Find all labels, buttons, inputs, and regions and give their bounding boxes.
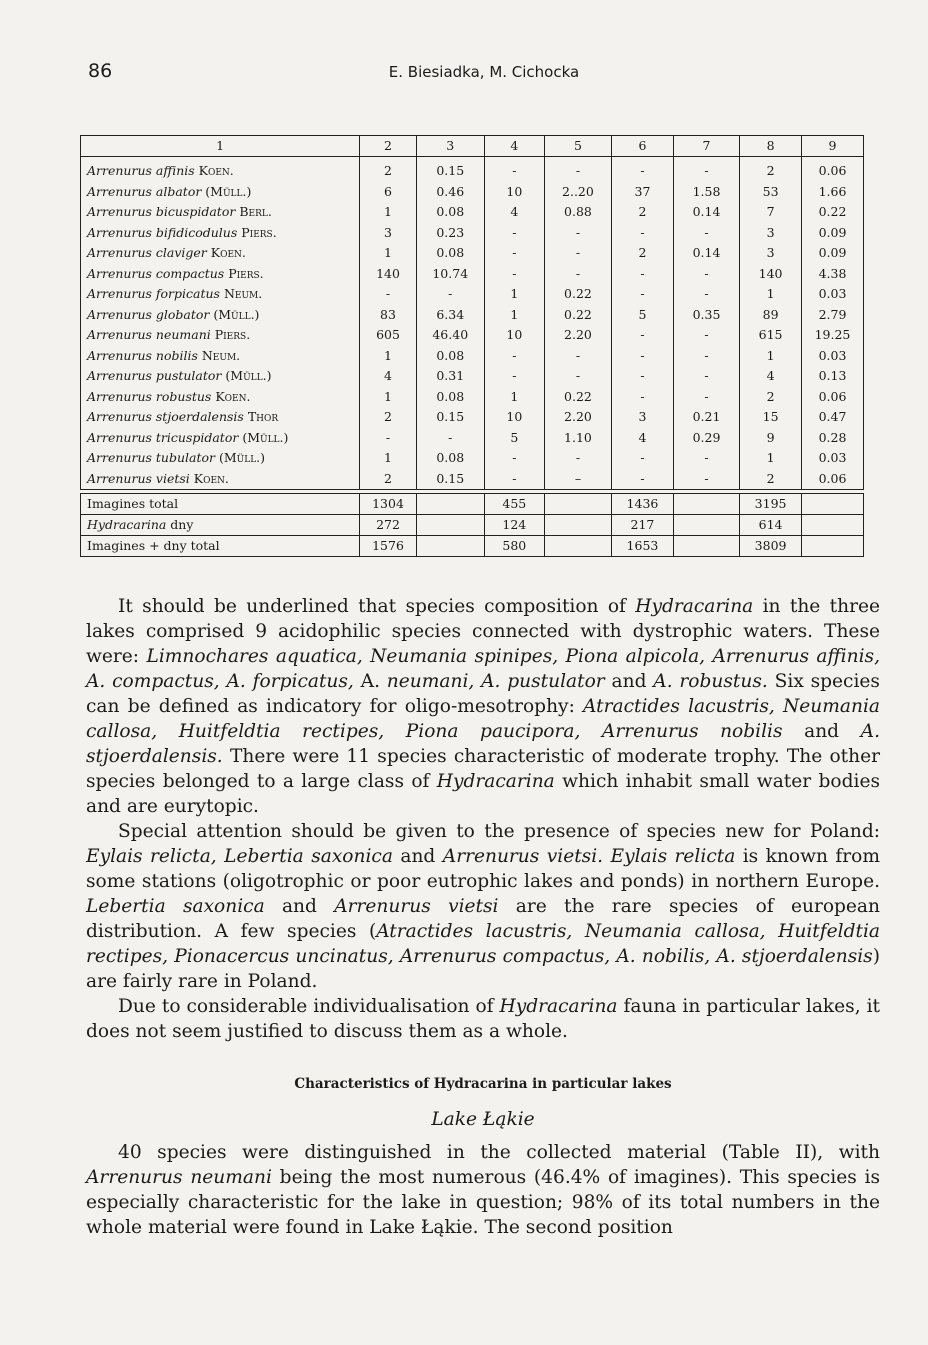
- table-cell: 53: [740, 182, 802, 203]
- table-cell: -: [612, 387, 674, 408]
- column-header-4: 4: [484, 136, 544, 157]
- totals-label-italic: Hydracarina: [87, 517, 167, 532]
- species-binomial: Arrenurus vietsi: [87, 470, 194, 486]
- totals-label: Hydracarina dny: [81, 515, 360, 536]
- table-cell: 0.09: [801, 223, 863, 244]
- table-cell: 0.88: [544, 202, 611, 223]
- table-cell: -: [416, 428, 484, 449]
- table-cell: -: [612, 448, 674, 469]
- table-cell: 0.22: [801, 202, 863, 223]
- species-name: [81, 202, 360, 223]
- species-author: Neum.: [223, 286, 263, 301]
- table-cell: 6.34: [416, 305, 484, 326]
- table-cell: -: [673, 469, 739, 490]
- species-binomial: Arrenurus pustulator: [87, 368, 226, 383]
- species-author: Koen.: [198, 163, 234, 178]
- column-header-6: 6: [612, 136, 674, 157]
- italic-run: Arrenurus vietsi: [334, 896, 499, 917]
- species-author: Neum.: [201, 347, 241, 363]
- table-cell: -: [544, 223, 611, 244]
- table-cell: 2.79: [801, 305, 863, 326]
- table-cell: 0.03: [801, 346, 863, 367]
- table-cell: 2: [740, 387, 802, 408]
- table-cell: 1: [360, 387, 416, 408]
- totals-row: [81, 494, 864, 515]
- table-row: [81, 387, 864, 408]
- table-cell: 4: [484, 202, 544, 223]
- paragraph-acidophilic: It should be underlined that species composition of Hydracarina in the three lakes comprised 9 acidophilic species connected with dystrophic waters. These were: Limnochares aquatica, Neumania spinipes, Piona alpicola, Arrenurus affinis, A. compactus, A. forpicatus, A. neumani, A. pustulator and A. robustus. Six species can be defined as indicatory for oligo-mesotrophy: Atractides lacustris, Neumania callosa, Huitfeldtia rectipes, Piona paucipora, Arrenurus nobilis and A. stjoerdalensis. There were 11 species characteristic of moderate trophy. The other species belonged to a large class of Hydracarina which inhabit small water bodies and are eurytopic.: [86, 596, 881, 817]
- species-name: [81, 387, 360, 408]
- species-name: [81, 346, 360, 367]
- species-binomial: Arrenurus affinis: [87, 163, 199, 178]
- species-author: Thor: [247, 409, 279, 424]
- table-row: [81, 407, 864, 428]
- species-author: (Müll.): [242, 429, 289, 445]
- species-name: [81, 469, 360, 490]
- table-cell: -: [484, 243, 544, 264]
- table-row: [81, 284, 864, 305]
- paragraph-new-species: Special attention should be given to the presence of species new for Poland: Eylais relicta, Lebertia saxonica and Arrenurus vietsi. Eylais relicta is known from some stations (oligotrophic or poor eutrophic lakes and ponds) in northern Europe. Lebertia saxonica and Arrenurus vietsi are the rare species of european distribution. A few species (Atractides lacustris, Neumania callosa, Huitfeldtia rectipes, Pionacercus uncinatus, Arrenurus compactus, A. nobilis, A. stjoerdalensis) are fairly rare in Poland.: [86, 821, 880, 992]
- table-cell: [416, 515, 484, 536]
- table-cell: 1: [360, 243, 416, 264]
- table-row: [81, 346, 864, 367]
- table-cell: 15: [740, 407, 802, 428]
- table-cell: 217: [612, 515, 674, 536]
- totals-label: Imagines + dny total: [81, 536, 360, 557]
- table-cell: 1576: [360, 536, 416, 557]
- species-binomial: Arrenurus tubulator: [87, 450, 219, 465]
- column-header-9: 9: [801, 136, 863, 157]
- table-cell: 2: [360, 157, 416, 182]
- italic-run: A. robustus.: [653, 671, 768, 692]
- species-name: [81, 407, 360, 428]
- table-cell: 0.14: [673, 243, 739, 264]
- table-cell: 3195: [740, 494, 802, 515]
- italic-run: Hydracarina: [635, 596, 754, 617]
- table-cell: 3: [360, 223, 416, 244]
- table-row: [81, 223, 864, 244]
- species-binomial: Arrenurus globator: [87, 306, 214, 322]
- table-cell: 46.40: [416, 325, 484, 346]
- species-author: Koen.: [193, 470, 229, 486]
- species-author: Koen.: [215, 388, 251, 404]
- italic-run: Hydracarina: [436, 771, 555, 792]
- table-cell: 5: [484, 428, 544, 449]
- table-cell: 0.06: [801, 157, 863, 182]
- page-header: [88, 60, 880, 90]
- table-cell: [544, 536, 611, 557]
- column-header-5: 5: [544, 136, 611, 157]
- table-cell: -: [484, 346, 544, 367]
- table-cell: 83: [360, 305, 416, 326]
- species-name: [81, 325, 360, 346]
- table-cell: [416, 494, 484, 515]
- table-cell: [544, 494, 611, 515]
- table-cell: 1: [360, 346, 416, 367]
- table-cell: -: [544, 366, 611, 387]
- table-cell: 0.06: [801, 387, 863, 408]
- table-cell: 1: [360, 448, 416, 469]
- table-cell: 2: [360, 407, 416, 428]
- table-cell: [416, 536, 484, 557]
- species-author: Piers.: [241, 224, 277, 240]
- species-name: [81, 223, 360, 244]
- table-cell: 3: [740, 223, 802, 244]
- table-cell: -: [612, 223, 674, 244]
- column-header-2: 2: [360, 136, 416, 157]
- species-author: (Müll.): [218, 450, 266, 465]
- table-cell: 4: [740, 366, 802, 387]
- table-cell: 6: [360, 182, 416, 203]
- table-cell: 124: [484, 515, 544, 536]
- table-cell: 140: [360, 264, 416, 285]
- table-cell: 0.13: [801, 366, 863, 387]
- paragraph-individualisation: Due to considerable individualisation of Hydracarina fauna in particular lakes, it does not seem justified to discuss them as a whole.: [86, 996, 880, 1042]
- species-author: Piers.: [214, 327, 251, 342]
- table-cell: -: [673, 264, 739, 285]
- table-cell: -: [612, 469, 674, 490]
- table-cell: -: [360, 284, 416, 305]
- table-cell: [544, 515, 611, 536]
- table-cell: 1436: [612, 494, 674, 515]
- table-cell: 1: [360, 202, 416, 223]
- table-cell: -: [484, 366, 544, 387]
- totals-row: [81, 515, 864, 536]
- table-cell: -: [612, 325, 674, 346]
- italic-run: Lebertia saxonica: [86, 896, 265, 917]
- table-cell: 7: [740, 202, 802, 223]
- species-name: [81, 182, 360, 203]
- table-cell: 0.09: [801, 243, 863, 264]
- table-cell: -: [416, 284, 484, 305]
- species-binomial: Arrenurus tricuspidator: [87, 429, 243, 445]
- species-name: [81, 366, 360, 387]
- totals-row: [81, 536, 864, 557]
- totals-label: Imagines total: [81, 494, 360, 515]
- table-row: [81, 243, 864, 264]
- table-cell: -: [544, 448, 611, 469]
- species-binomial: Arrenurus compactus: [87, 265, 229, 281]
- species-name: [81, 284, 360, 305]
- table-row: [81, 182, 864, 203]
- table-cell: 37: [612, 182, 674, 203]
- table-cell: 0.03: [801, 284, 863, 305]
- table-cell: 0.28: [801, 428, 863, 449]
- table-cell: 0.29: [673, 428, 739, 449]
- italic-run: A. stjoerdalensis.: [86, 721, 880, 767]
- table-cell: 0.08: [416, 202, 484, 223]
- table-cell: 580: [484, 536, 544, 557]
- table-cell: -: [673, 284, 739, 305]
- table-row: [81, 469, 864, 490]
- italic-run: Atractides lacustris, Neumania callosa, Huitfeldtia rectipes, Piona paucipora, Arrenurus nobilis: [86, 696, 881, 742]
- running-head-authors: E. Biesiadka, M. Cichocka: [388, 63, 580, 81]
- table-cell: 3: [612, 407, 674, 428]
- table-cell: 2.20: [544, 407, 611, 428]
- column-header-8: 8: [740, 136, 802, 157]
- table-cell: 272: [360, 515, 416, 536]
- species-binomial: Arrenurus albator: [87, 183, 206, 199]
- table-cell: 614: [740, 515, 802, 536]
- table-body: [81, 157, 864, 557]
- table-cell: 0.31: [416, 366, 484, 387]
- table-cell: -: [673, 366, 739, 387]
- table-cell: -: [544, 264, 611, 285]
- section-heading: Characteristics of Hydracarina in particular lakes: [294, 1076, 672, 1092]
- species-name: [81, 305, 360, 326]
- table-cell: 10: [484, 325, 544, 346]
- table-cell: 0.14: [673, 202, 739, 223]
- species-name: [81, 264, 360, 285]
- table-row: [81, 428, 864, 449]
- table-cell: [673, 515, 739, 536]
- italic-run: Atractides lacustris, Neumania callosa, Huitfeldtia rectipes, Pionacercus uncinatus, Arrenurus compactus, A. nobilis, A. stjoerdalensis: [86, 921, 880, 967]
- table-cell: 1: [484, 387, 544, 408]
- species-name: [81, 157, 360, 182]
- table-cell: -: [544, 157, 611, 182]
- table-cell: 89: [740, 305, 802, 326]
- species-author: (Müll.): [225, 368, 272, 383]
- table-cell: -: [673, 387, 739, 408]
- table-cell: [673, 494, 739, 515]
- species-binomial: Arrenurus bicuspidator: [87, 204, 240, 219]
- species-binomial: Arrenurus claviger: [87, 245, 211, 260]
- table-header-row: [81, 136, 864, 157]
- table-cell: -: [612, 284, 674, 305]
- table-cell: 0.15: [416, 469, 484, 490]
- species-name: [81, 243, 360, 264]
- column-header-1: 1: [81, 136, 360, 157]
- species-author: (Müll.): [205, 183, 252, 199]
- table-cell: 455: [484, 494, 544, 515]
- table-cell: 1653: [612, 536, 674, 557]
- table-cell: -: [484, 264, 544, 285]
- table-cell: [801, 494, 863, 515]
- table-cell: 0.06: [801, 469, 863, 490]
- table-cell: 4: [612, 428, 674, 449]
- table-cell: -: [484, 448, 544, 469]
- table-cell: -: [360, 428, 416, 449]
- table-row: [81, 305, 864, 326]
- species-binomial: Arrenurus stjoerdalensis: [87, 409, 248, 424]
- table-cell: 0.46: [416, 182, 484, 203]
- table-cell: 3809: [740, 536, 802, 557]
- table-cell: 1: [740, 448, 802, 469]
- table-cell: -: [673, 223, 739, 244]
- species-name: [81, 448, 360, 469]
- table-cell: 9: [740, 428, 802, 449]
- table-cell: 10.74: [416, 264, 484, 285]
- table-cell: 1: [740, 346, 802, 367]
- table-cell: 605: [360, 325, 416, 346]
- table-cell: -: [484, 223, 544, 244]
- species-author: Piers.: [228, 265, 264, 281]
- table-cell: -: [673, 346, 739, 367]
- lake-subheading: Lake Łąkie: [431, 1109, 535, 1130]
- table-row: [81, 325, 864, 346]
- italic-run: Arrenurus neumani: [86, 1167, 272, 1188]
- table-cell: 0.15: [416, 157, 484, 182]
- species-binomial: Arrenurus neumani: [87, 327, 215, 342]
- table-cell: 140: [740, 264, 802, 285]
- table-cell: 2: [740, 469, 802, 490]
- table-cell: 10: [484, 407, 544, 428]
- species-binomial: Arrenurus bifidicodulus: [87, 224, 242, 240]
- species-binomial: Arrenurus forpicatus: [87, 286, 224, 301]
- table-cell: 4: [360, 366, 416, 387]
- italic-run: neumani, A. pustulator: [386, 671, 605, 692]
- table-cell: [801, 515, 863, 536]
- table-cell: 0.47: [801, 407, 863, 428]
- table-cell: -: [673, 448, 739, 469]
- table-cell: 1: [484, 284, 544, 305]
- table-cell: 3: [740, 243, 802, 264]
- species-binomial: Arrenurus robustus: [87, 388, 216, 404]
- table-cell: 1.58: [673, 182, 739, 203]
- table-cell: -: [544, 346, 611, 367]
- species-author: (Müll.): [213, 306, 260, 322]
- table-cell: -: [544, 243, 611, 264]
- table-cell: 1: [484, 305, 544, 326]
- table-cell: 2..20: [544, 182, 611, 203]
- table-cell: 0.08: [416, 346, 484, 367]
- species-author: Berl.: [239, 204, 272, 219]
- table-row: [81, 264, 864, 285]
- species-binomial: Arrenurus nobilis: [87, 347, 202, 363]
- table-cell: 1.66: [801, 182, 863, 203]
- table-cell: 2: [360, 469, 416, 490]
- italic-run: Eylais relicta, Lebertia saxonica: [86, 846, 393, 867]
- table-cell: -: [612, 366, 674, 387]
- page-number: 86: [88, 60, 113, 82]
- table-cell: 1.10: [544, 428, 611, 449]
- table-cell: 0.22: [544, 284, 611, 305]
- column-header-7: 7: [673, 136, 739, 157]
- italic-run: Arrenurus vietsi. Eylais relicta: [442, 846, 736, 867]
- table-cell: 1: [740, 284, 802, 305]
- table-cell: 0.08: [416, 387, 484, 408]
- species-table: [80, 135, 864, 557]
- table-cell: 0.15: [416, 407, 484, 428]
- table-cell: -: [484, 469, 544, 490]
- table-row: [81, 157, 864, 182]
- table-cell: 4.38: [801, 264, 863, 285]
- italic-run: Hydracarina: [499, 996, 618, 1017]
- table-cell: 19.25: [801, 325, 863, 346]
- table-cell: 2: [612, 243, 674, 264]
- table-cell: 0.22: [544, 305, 611, 326]
- table-cell: –: [544, 469, 611, 490]
- table-cell: -: [612, 157, 674, 182]
- table-cell: 0.08: [416, 243, 484, 264]
- table-cell: 0.23: [416, 223, 484, 244]
- table-cell: 2: [740, 157, 802, 182]
- table-cell: 0.08: [416, 448, 484, 469]
- table-cell: -: [673, 157, 739, 182]
- italic-run: Limnochares aquatica, Neumania spinipes, Piona alpicola, Arrenurus affinis, A. compactus, A. forpicatus,: [86, 646, 880, 692]
- table-cell: 1304: [360, 494, 416, 515]
- table-cell: 615: [740, 325, 802, 346]
- table-cell: 2.20: [544, 325, 611, 346]
- table-row: [81, 366, 864, 387]
- table-cell: -: [484, 157, 544, 182]
- table-cell: [801, 536, 863, 557]
- table-row: [81, 202, 864, 223]
- paragraph-lake-lakie: 40 species were distinguished in the collected material (Table II), with Arrenurus neumani being the most numerous (46.4% of imagines). This species is especially characteristic for the lake in question; 98% of its total numbers in the whole material were found in Lake Łąkie. The second position: [86, 1142, 880, 1238]
- table-cell: 0.21: [673, 407, 739, 428]
- table-cell: 5: [612, 305, 674, 326]
- table-cell: 10: [484, 182, 544, 203]
- table-cell: -: [612, 264, 674, 285]
- column-header-3: 3: [416, 136, 484, 157]
- table-cell: 2: [612, 202, 674, 223]
- species-author: Koen.: [210, 245, 246, 260]
- species-name: [81, 428, 360, 449]
- body-text: [86, 594, 880, 1240]
- table-cell: [673, 536, 739, 557]
- table-cell: -: [612, 346, 674, 367]
- table-cell: 0.22: [544, 387, 611, 408]
- table-cell: -: [673, 325, 739, 346]
- table-cell: 0.35: [673, 305, 739, 326]
- table-row: [81, 448, 864, 469]
- table-cell: 0.03: [801, 448, 863, 469]
